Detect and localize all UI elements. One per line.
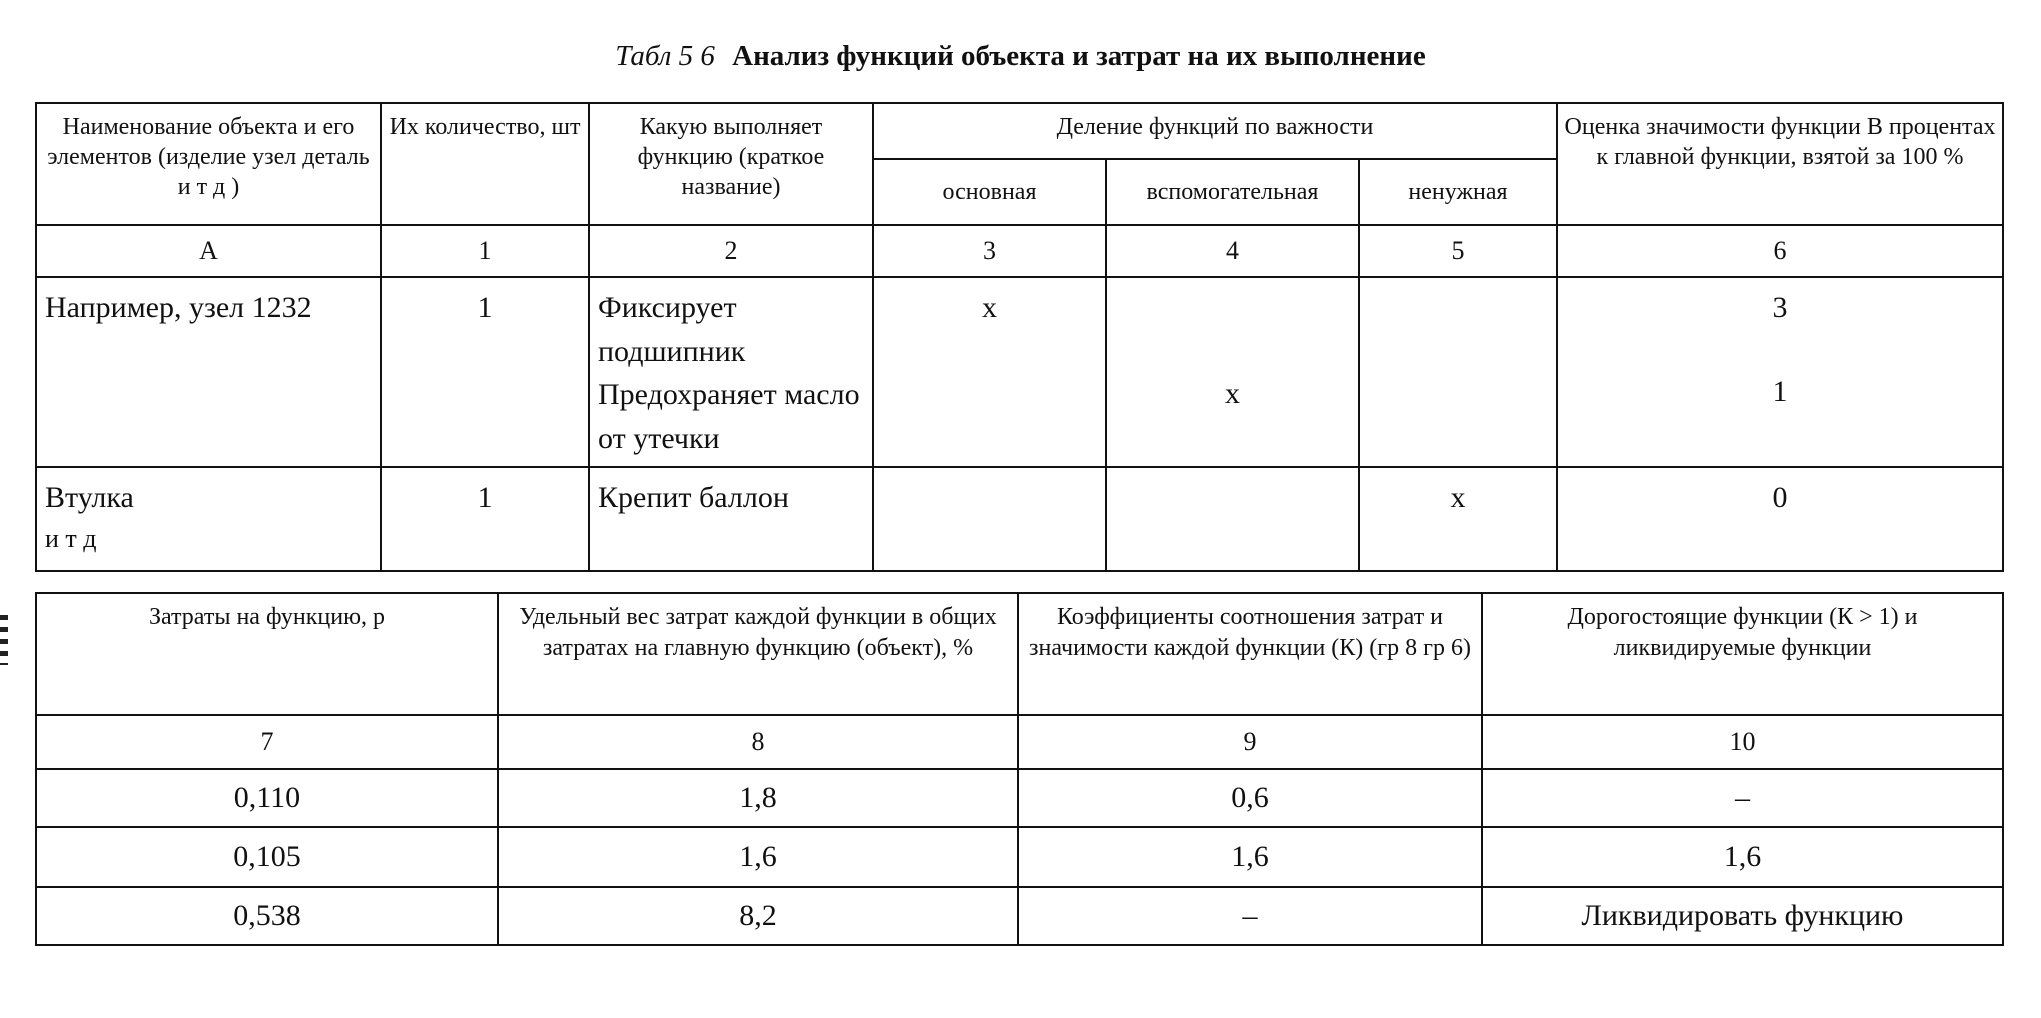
header-cost: Затраты на функцию, р	[36, 593, 498, 715]
cost-value: 0,538	[36, 887, 498, 945]
share-value: 1,6	[498, 827, 1018, 887]
function-analysis-table	[35, 102, 2004, 572]
object-name-line: Втулка	[45, 481, 134, 514]
function-text: Крепит баллон	[598, 481, 789, 514]
column-number: А	[36, 225, 381, 277]
margin-mark	[0, 615, 8, 665]
header-cost-share: Удельный вес затрат каждой функции в общих затратах на главную функцию (объект), %	[498, 593, 1018, 715]
header-count: Их количество, шт	[381, 103, 589, 225]
table-row	[36, 467, 2003, 571]
coefficient-value: –	[1018, 887, 1482, 945]
table-caption	[0, 40, 2041, 73]
column-number: 10	[1482, 715, 2003, 769]
auxiliary-mark	[1106, 467, 1359, 571]
table-row	[36, 769, 2003, 827]
column-number: 7	[36, 715, 498, 769]
column-number: 2	[589, 225, 873, 277]
caption-title: Анализ функций объекта и затрат на их выполнение	[732, 40, 1426, 72]
header-auxiliary: вспомогательная	[1106, 159, 1359, 225]
unnecessary-mark	[1359, 277, 1557, 467]
object-name-line: и т д	[45, 523, 97, 553]
object-name	[36, 467, 381, 571]
main-mark: х	[873, 277, 1106, 467]
function-text: Фиксирует подшипник	[598, 291, 746, 368]
main-mark	[873, 467, 1106, 571]
column-number: 6	[1557, 225, 2003, 277]
column-number: 9	[1018, 715, 1482, 769]
column-number: 8	[498, 715, 1018, 769]
column-number: 5	[1359, 225, 1557, 277]
significance-values	[1557, 277, 2003, 467]
table-row	[36, 827, 2003, 887]
significance-values	[1557, 467, 2003, 571]
header-division-by-importance: Деление функций по важности	[873, 103, 1557, 159]
object-count: 1	[381, 467, 589, 571]
cost-value: 0,110	[36, 769, 498, 827]
column-number: 1	[381, 225, 589, 277]
header-coefficient: Коэффициенты соотношения затрат и значимости каждой функции (К) (гр 8 гр 6)	[1018, 593, 1482, 715]
coefficient-value: 0,6	[1018, 769, 1482, 827]
cost-analysis-table	[35, 592, 2004, 946]
column-number: 4	[1106, 225, 1359, 277]
cost-value: 0,105	[36, 827, 498, 887]
caption-label: Табл 5 6	[615, 40, 715, 72]
expensive-value: –	[1482, 769, 2003, 827]
header-main: основная	[873, 159, 1106, 225]
header-unnecessary: ненужная	[1359, 159, 1557, 225]
header-significance: Оценка значимости функции В процентах к главной функции, взятой за 100 %	[1557, 103, 2003, 225]
auxiliary-mark	[1106, 277, 1359, 467]
object-count: 1	[381, 277, 589, 467]
object-functions	[589, 467, 873, 571]
header-function: Какую выполняет функцию (краткое название)	[589, 103, 873, 225]
header-object-name: Наименование объекта и его элементов (изделие узел деталь и т д )	[36, 103, 381, 225]
expensive-value: 1,6	[1482, 827, 2003, 887]
expensive-value: Ликвидировать функцию	[1482, 887, 2003, 945]
share-value: 1,8	[498, 769, 1018, 827]
column-number: 3	[873, 225, 1106, 277]
object-name: Например, узел 1232	[36, 277, 381, 467]
table-row	[36, 887, 2003, 945]
object-functions	[589, 277, 873, 467]
header-expensive-functions: Дорогостоящие функции (К > 1) и ликвидируемые функции	[1482, 593, 2003, 715]
function-text: Предохраняет масло от утечки	[598, 378, 860, 455]
coefficient-value: 1,6	[1018, 827, 1482, 887]
significance-value: 1	[1772, 374, 1788, 408]
table-row	[36, 277, 2003, 467]
auxiliary-mark-value: х	[1225, 377, 1240, 410]
significance-value: 3	[1772, 291, 1788, 324]
significance-value: 0	[1772, 481, 1788, 514]
share-value: 8,2	[498, 887, 1018, 945]
unnecessary-mark: х	[1359, 467, 1557, 571]
